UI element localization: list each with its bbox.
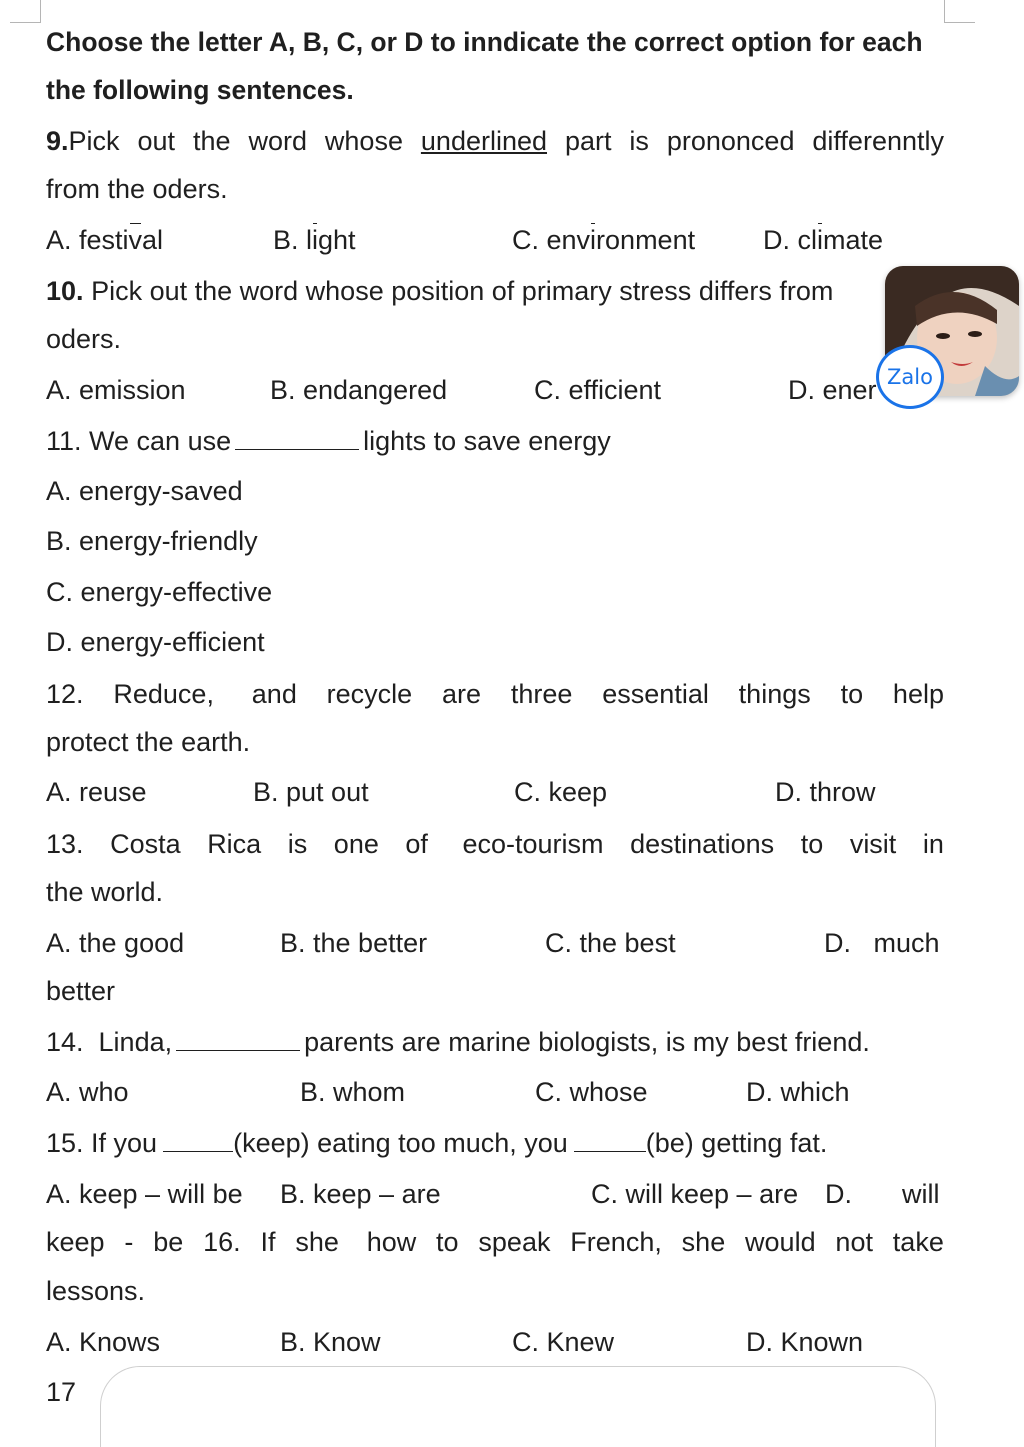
answer-blank (235, 427, 359, 450)
q11-option-a[interactable]: A. energy-saved (46, 476, 243, 506)
q13-option-b[interactable]: B. the better (280, 928, 428, 958)
question-14: 14. Linda, parents are marine biologists, is my best friend. (46, 1027, 870, 1057)
q15-option-b[interactable]: B. keep – are (280, 1179, 441, 1209)
q11-option-d[interactable]: D. energy-efficient (46, 627, 265, 657)
q11-option-b[interactable]: B. energy-friendly (46, 526, 258, 556)
q12-option-b[interactable]: B. put out (253, 777, 369, 807)
instruction-line-1: Choose the letter A, B, C, or D to inndicate the correct option for each (46, 27, 923, 57)
q16-option-d[interactable]: D. Known (746, 1327, 864, 1357)
q12-option-a[interactable]: A. reuse (46, 777, 147, 807)
question-number: 10. (46, 276, 84, 306)
answer-blank (163, 1129, 233, 1152)
q14-option-a[interactable]: A. who (46, 1077, 129, 1107)
question-17-number: 17 (46, 1377, 77, 1407)
q10-option-a[interactable]: A. emission (46, 375, 186, 405)
question-16-line-1: keep - be 16. If she how to speak French, she would not take (46, 1227, 944, 1257)
q13-option-d[interactable]: D. much (824, 928, 940, 958)
q15-option-d-word: will (902, 1179, 940, 1209)
q9-option-a[interactable]: A. festival (46, 225, 164, 255)
q12-option-d[interactable]: D. throw (775, 777, 876, 807)
q9-option-b[interactable]: B. light (273, 225, 356, 255)
q9-option-c[interactable]: C. environment (512, 225, 696, 255)
question-11: 11. We can use lights to save energy (46, 426, 611, 456)
question-13-line-1: 13. Costa Rica is one of eco-tourism destinations to visit in (46, 829, 944, 859)
q15-option-a[interactable]: A. keep – will be (46, 1179, 243, 1209)
answer-blank (176, 1028, 300, 1051)
q16-option-a[interactable]: A. Knows (46, 1327, 161, 1357)
question-10-line-1: 10. Pick out the word whose position of primary stress differs from (46, 276, 834, 306)
question-12-line-2: protect the earth. (46, 727, 251, 757)
underlined-word: underlined (420, 126, 548, 156)
question-15: 15. If you (keep) eating too much, you (be) getting fat. (46, 1128, 828, 1158)
q15-option-c[interactable]: C. will keep – are (591, 1179, 799, 1209)
q13-option-a[interactable]: A. the good (46, 928, 185, 958)
question-12-line-1: 12. Reduce, and recycle are three essential things to help (46, 679, 944, 709)
answer-blank (574, 1129, 646, 1152)
q11-option-c[interactable]: C. energy-effective (46, 577, 273, 607)
q13-option-d-continued: better (46, 976, 116, 1006)
bottom-sheet-edge (100, 1366, 936, 1447)
q10-option-d[interactable]: D. ener (788, 375, 877, 405)
q9-option-d[interactable]: D. climate (763, 225, 884, 255)
q10-option-b[interactable]: B. endangered (270, 375, 448, 405)
q14-option-b[interactable]: B. whom (300, 1077, 406, 1107)
q14-option-d[interactable]: D. which (746, 1077, 850, 1107)
question-9-line-1: 9.Pick out the word whose underlined part is prononced differenntly (46, 126, 944, 156)
question-13-line-2: the world. (46, 877, 164, 907)
instruction-line-2: the following sentences. (46, 75, 354, 105)
question-9-line-2: from the oders. (46, 174, 228, 204)
q13-option-c[interactable]: C. the best (545, 928, 676, 958)
corner-mark-left (10, 0, 41, 23)
q10-option-c[interactable]: C. efficient (534, 375, 662, 405)
q12-option-c[interactable]: C. keep (514, 777, 608, 807)
question-16-line-2: lessons. (46, 1276, 146, 1306)
q15-option-d[interactable]: D. (825, 1179, 852, 1209)
question-number: 9. (46, 126, 69, 156)
zalo-badge-icon[interactable]: Zalo (876, 345, 944, 409)
question-10-line-2: oders. (46, 324, 122, 354)
corner-mark-right (944, 0, 975, 23)
q16-option-b[interactable]: B. Know (280, 1327, 381, 1357)
q16-option-c[interactable]: C. Knew (512, 1327, 615, 1357)
q14-option-c[interactable]: C. whose (535, 1077, 648, 1107)
